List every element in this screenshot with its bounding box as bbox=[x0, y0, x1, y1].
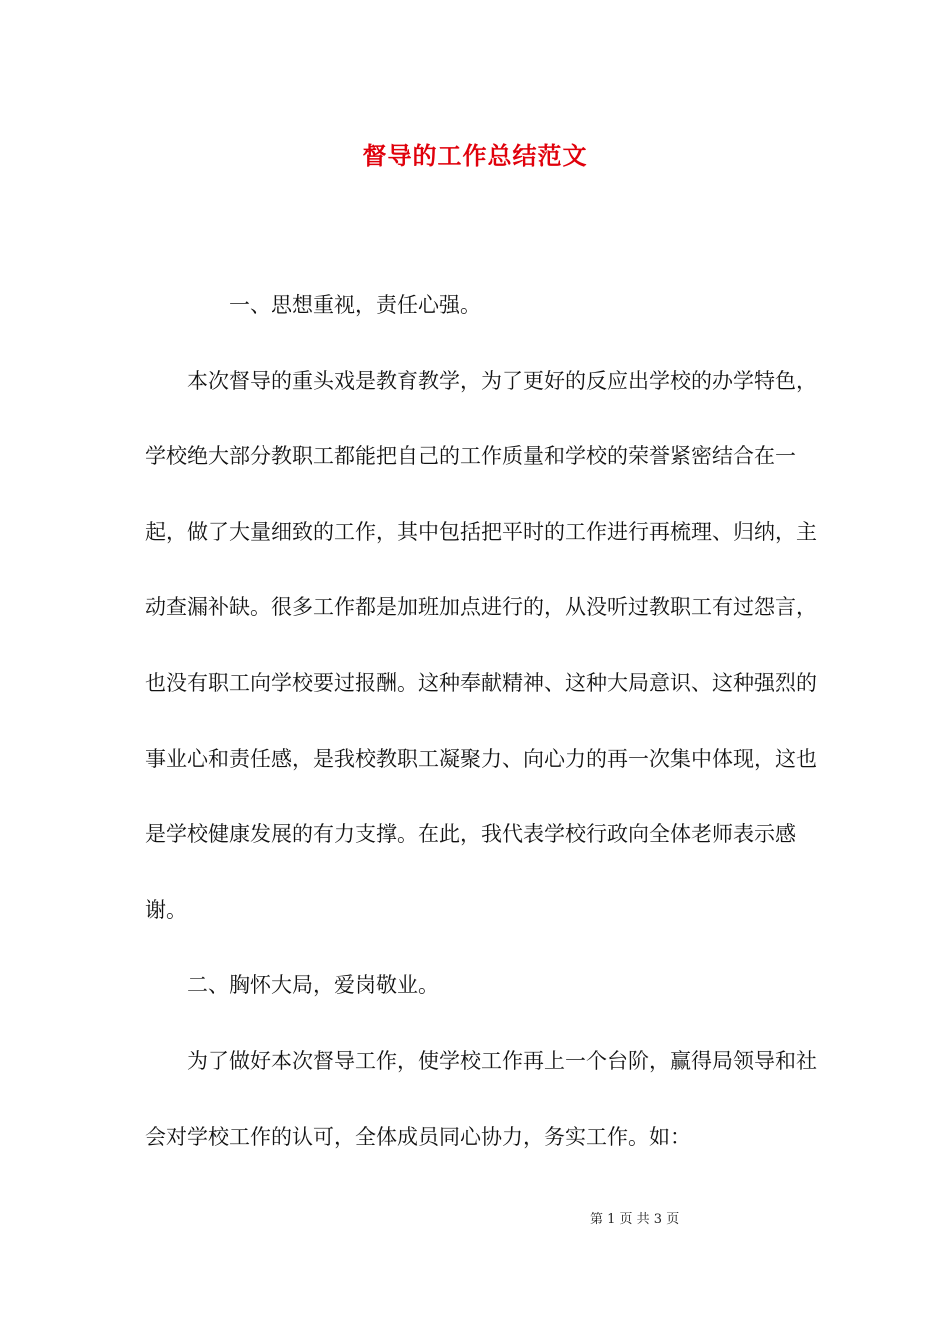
page-footer: 第 1 页 共 3 页 bbox=[590, 1212, 680, 1227]
body-paragraph-1: 本次督导的重头戏是教育教学，为了更好的反应出学校的办学特色，学校绝大部分教职工都能把自己的工作质量和学校的荣誉紧密结合在一起，做了大量细致的工作，其中包括把平时的工作进行再梳理、归纳，主动查漏补缺。很多工作都是加班加点进行的，从没听过教职工有过怨言，也没有职工向学校要过报酬。这种奉献精神、这种大局意识、这种强烈的事业心和责任感，是我校教职工凝聚力、向心力的再一次集中体现，这也是学校健康发展的有力支撑。在此，我代表学校行政向全体老师表示感谢。 bbox=[145, 368, 817, 922]
body-paragraph-2: 为了做好本次督导工作，使学校工作再上一个台阶，赢得局领导和社会对学校工作的认可，全体成员同心协力，务实工作。如： bbox=[145, 1048, 817, 1149]
section-heading-2: 二、胸怀大局，爱岗敬业。 bbox=[187, 973, 439, 998]
section-heading-1: 一、思想重视，责任心强。 bbox=[229, 293, 481, 317]
document-body bbox=[145, 268, 825, 1175]
document-title: 督导的工作总结范文 bbox=[362, 141, 588, 170]
